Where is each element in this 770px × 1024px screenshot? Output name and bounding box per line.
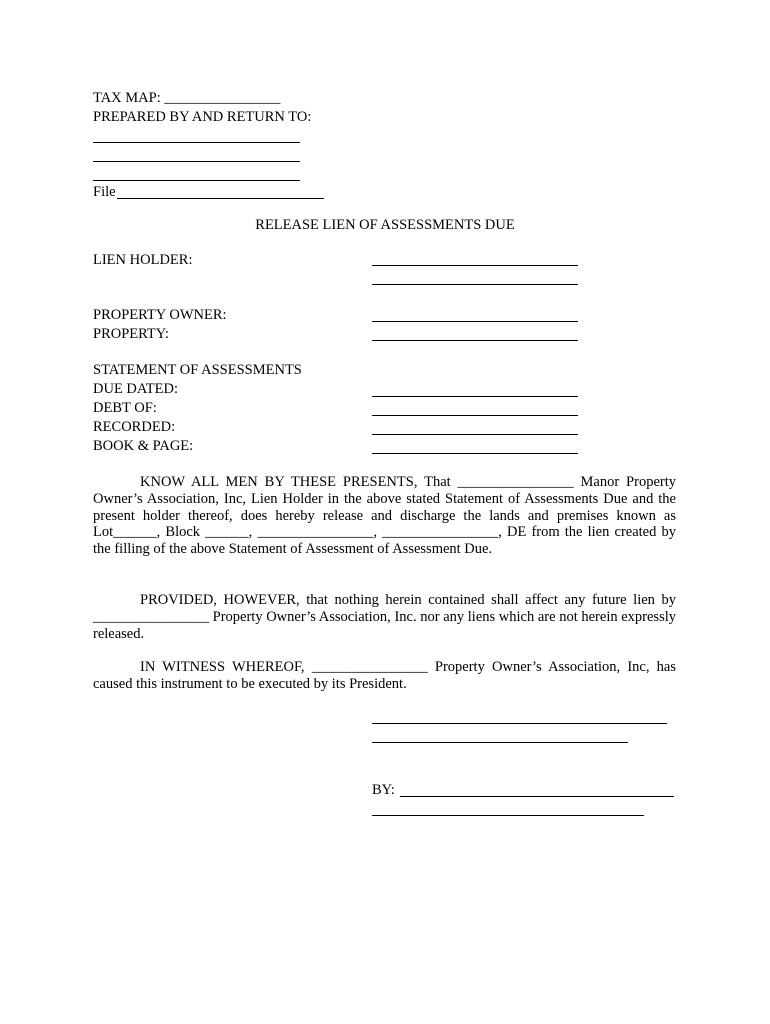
statement-label: STATEMENT OF ASSESSMENTS — [93, 362, 302, 378]
return-to-line-2 — [93, 161, 300, 162]
debt-of-line — [372, 415, 578, 416]
file-line — [117, 198, 324, 199]
book-page-label: BOOK & PAGE: — [93, 438, 194, 454]
recorded-label: RECORDED: — [93, 419, 176, 435]
paragraph-in-witness — [93, 659, 676, 693]
signature-line-3 — [372, 815, 644, 816]
tax-map-line: TAX MAP: ________________ — [93, 90, 281, 106]
property-owner-line — [372, 321, 578, 322]
lien-holder-line-1 — [372, 265, 578, 266]
due-dated-label: DUE DATED: — [93, 381, 178, 397]
paragraph-provided-however — [93, 592, 676, 642]
return-to-line-3 — [93, 180, 300, 181]
paragraph-know-all-men — [93, 474, 676, 558]
paragraph-in-witness-text: IN WITNESS WHEREOF, ________________ Property Owner’s Association, Inc, has caused this instrument to be executed by its President. — [93, 659, 676, 692]
book-page-line — [372, 453, 578, 454]
paragraph-know-all-men-text: KNOW ALL MEN BY THESE PRESENTS, That ________________ Manor Property Owner’s Association, Inc, Lien Holder in the above stated Statement of Assessments Due and the present holder thereof, does hereby release and discharge the lands and premises known as Lot______, Block ______, ________________, ________________, DE from the lien created by the filling of the above Statement of Assessment of Assessment Due. — [93, 474, 676, 558]
debt-of-label: DEBT OF: — [93, 400, 157, 416]
lien-holder-line-2 — [372, 284, 578, 285]
recorded-line — [372, 434, 578, 435]
property-label: PROPERTY: — [93, 326, 169, 342]
signature-line-2 — [372, 742, 628, 743]
return-to-line-1 — [93, 142, 300, 143]
document-title: RELEASE LIEN OF ASSESSMENTS DUE — [255, 217, 515, 233]
by-line — [400, 796, 674, 797]
due-dated-line — [372, 396, 578, 397]
paragraph-provided-however-text: PROVIDED, HOWEVER, that nothing herein contained shall affect any future lien by ________________ Property Owner’s Association, Inc. nor any liens which are not herein expressly released. — [93, 592, 676, 642]
lien-holder-label: LIEN HOLDER: — [93, 252, 193, 268]
by-label: BY: — [372, 782, 395, 798]
property-owner-label: PROPERTY OWNER: — [93, 307, 227, 323]
property-line — [372, 340, 578, 341]
prepared-by-label: PREPARED BY AND RETURN TO: — [93, 109, 312, 125]
signature-line-1 — [372, 723, 667, 724]
file-label: File — [93, 184, 116, 200]
